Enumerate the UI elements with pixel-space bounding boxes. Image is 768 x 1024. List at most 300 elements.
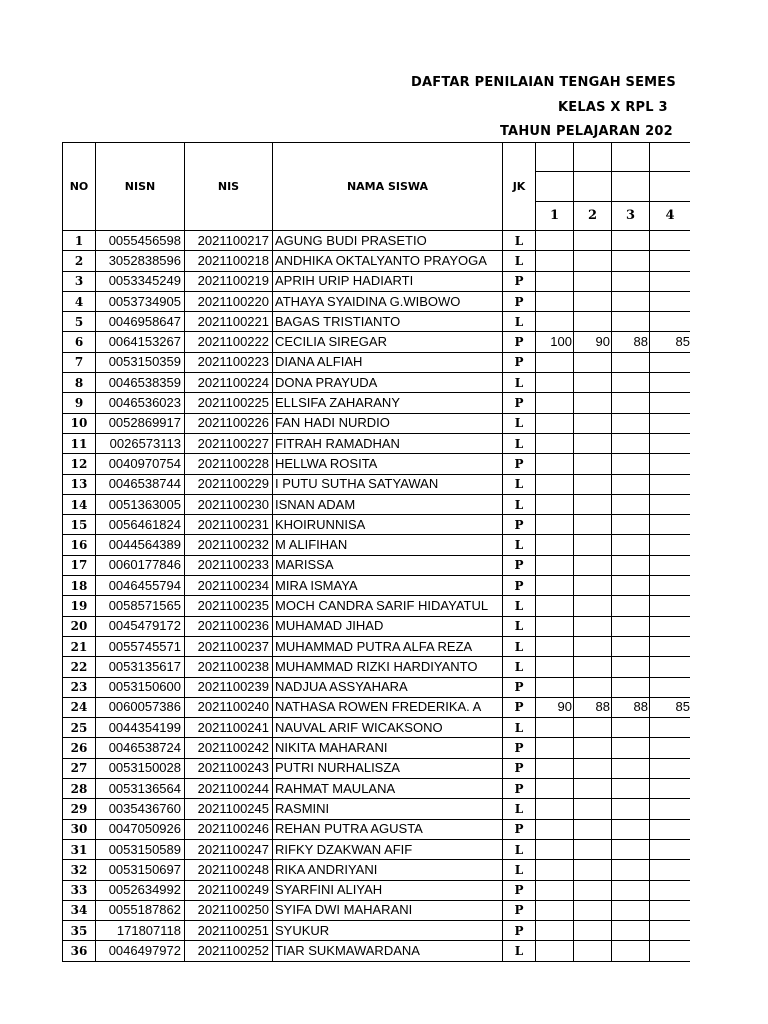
student-name-cell[interactable]: APRIH URIP HADIARTI [273, 271, 503, 291]
score-cell-3[interactable]: 88 [612, 697, 650, 717]
student-name-cell[interactable]: MUHAMMAD RIZKI HARDIYANTO [273, 657, 503, 677]
gender-cell[interactable]: P [503, 291, 536, 311]
gender-cell[interactable]: P [503, 779, 536, 799]
gender-cell[interactable]: P [503, 880, 536, 900]
score-cell-2[interactable] [574, 677, 612, 697]
score-cell-3[interactable] [612, 738, 650, 758]
student-name-cell[interactable]: CECILIA SIREGAR [273, 332, 503, 352]
score-cell-1[interactable] [536, 413, 574, 433]
student-name-cell[interactable]: NATHASA ROWEN FREDERIKA. A [273, 697, 503, 717]
score-cell-2[interactable] [574, 718, 612, 738]
gender-cell[interactable]: P [503, 758, 536, 778]
score-cell-3[interactable]: 88 [612, 332, 650, 352]
nis-cell[interactable]: 2021100221 [185, 312, 273, 332]
score-cell-2[interactable] [574, 515, 612, 535]
student-name-cell[interactable]: MARISSA [273, 555, 503, 575]
student-name-cell[interactable]: PUTRI NURHALISZA [273, 758, 503, 778]
score-cell-1[interactable] [536, 718, 574, 738]
gender-cell[interactable]: P [503, 271, 536, 291]
nisn-cell[interactable]: 0051363005 [96, 494, 185, 514]
score-cell-3[interactable] [612, 616, 650, 636]
score-cell-2[interactable] [574, 555, 612, 575]
nis-cell[interactable]: 2021100223 [185, 352, 273, 372]
nis-cell[interactable]: 2021100233 [185, 555, 273, 575]
score-cell-2[interactable] [574, 494, 612, 514]
gender-cell[interactable]: P [503, 555, 536, 575]
score-cell-1[interactable] [536, 657, 574, 677]
nis-cell[interactable]: 2021100251 [185, 921, 273, 941]
row-number[interactable]: 14 [63, 494, 96, 514]
score-cell-1[interactable] [536, 596, 574, 616]
score-cell-3[interactable] [612, 515, 650, 535]
score-cell-2[interactable] [574, 839, 612, 859]
gender-cell[interactable]: L [503, 251, 536, 271]
score-cell-4[interactable] [650, 251, 691, 271]
score-cell-2[interactable] [574, 291, 612, 311]
nis-cell[interactable]: 2021100228 [185, 454, 273, 474]
nisn-cell[interactable]: 0046538724 [96, 738, 185, 758]
score-cell-4[interactable] [650, 616, 691, 636]
student-name-cell[interactable]: DIANA ALFIAH [273, 352, 503, 372]
student-name-cell[interactable]: TIAR SUKMAWARDANA [273, 941, 503, 961]
nisn-cell[interactable]: 0045479172 [96, 616, 185, 636]
nisn-cell[interactable]: 0046538744 [96, 474, 185, 494]
score-cell-1[interactable] [536, 433, 574, 453]
score-cell-1[interactable] [536, 393, 574, 413]
score-cell-2[interactable] [574, 454, 612, 474]
score-cell-3[interactable] [612, 819, 650, 839]
gender-cell[interactable]: L [503, 860, 536, 880]
nis-cell[interactable]: 2021100227 [185, 433, 273, 453]
nisn-cell[interactable]: 0053135617 [96, 657, 185, 677]
nisn-cell[interactable]: 0046538359 [96, 373, 185, 393]
nisn-cell[interactable]: 0035436760 [96, 799, 185, 819]
score-cell-3[interactable] [612, 535, 650, 555]
gender-cell[interactable]: L [503, 494, 536, 514]
student-name-cell[interactable]: AGUNG BUDI PRASETIO [273, 231, 503, 251]
row-number[interactable]: 33 [63, 880, 96, 900]
gender-cell[interactable]: L [503, 373, 536, 393]
nis-cell[interactable]: 2021100217 [185, 231, 273, 251]
score-cell-1[interactable] [536, 352, 574, 372]
score-cell-2[interactable] [574, 860, 612, 880]
score-cell-1[interactable] [536, 616, 574, 636]
score-cell-4[interactable] [650, 474, 691, 494]
score-cell-4[interactable] [650, 921, 691, 941]
student-name-cell[interactable]: NADJUA ASSYAHARA [273, 677, 503, 697]
row-number[interactable]: 30 [63, 819, 96, 839]
student-name-cell[interactable]: RIFKY DZAKWAN AFIF [273, 839, 503, 859]
row-number[interactable]: 2 [63, 251, 96, 271]
nisn-cell[interactable]: 0053150028 [96, 758, 185, 778]
score-cell-3[interactable] [612, 779, 650, 799]
score-cell-1[interactable] [536, 880, 574, 900]
nisn-cell[interactable]: 0053150697 [96, 860, 185, 880]
row-number[interactable]: 10 [63, 413, 96, 433]
nis-cell[interactable]: 2021100218 [185, 251, 273, 271]
gender-cell[interactable]: P [503, 900, 536, 920]
gender-cell[interactable]: P [503, 921, 536, 941]
score-cell-1[interactable] [536, 576, 574, 596]
student-name-cell[interactable]: NIKITA MAHARANI [273, 738, 503, 758]
gender-cell[interactable]: L [503, 636, 536, 656]
gender-cell[interactable]: L [503, 839, 536, 859]
student-name-cell[interactable]: DONA PRAYUDA [273, 373, 503, 393]
nis-cell[interactable]: 2021100248 [185, 860, 273, 880]
nis-cell[interactable]: 2021100249 [185, 880, 273, 900]
score-cell-4[interactable] [650, 291, 691, 311]
score-cell-4[interactable] [650, 819, 691, 839]
score-cell-2[interactable] [574, 900, 612, 920]
nis-cell[interactable]: 2021100244 [185, 779, 273, 799]
nisn-cell[interactable]: 0046497972 [96, 941, 185, 961]
score-header-cell[interactable] [574, 143, 612, 172]
row-number[interactable]: 13 [63, 474, 96, 494]
score-cell-2[interactable] [574, 819, 612, 839]
nis-cell[interactable]: 2021100220 [185, 291, 273, 311]
score-cell-4[interactable] [650, 271, 691, 291]
nisn-cell[interactable]: 0046536023 [96, 393, 185, 413]
row-number[interactable]: 7 [63, 352, 96, 372]
score-cell-4[interactable] [650, 433, 691, 453]
nisn-cell[interactable]: 0040970754 [96, 454, 185, 474]
score-cell-3[interactable] [612, 596, 650, 616]
score-cell-1[interactable] [536, 474, 574, 494]
score-cell-1[interactable] [536, 738, 574, 758]
student-name-cell[interactable]: I PUTU SUTHA SATYAWAN [273, 474, 503, 494]
score-cell-1[interactable] [536, 839, 574, 859]
nisn-cell[interactable]: 0055745571 [96, 636, 185, 656]
student-name-cell[interactable]: SYARFINI ALIYAH [273, 880, 503, 900]
nisn-cell[interactable]: 3052838596 [96, 251, 185, 271]
score-cell-4[interactable] [650, 738, 691, 758]
nisn-cell[interactable]: 0053136564 [96, 779, 185, 799]
student-name-cell[interactable]: REHAN PUTRA AGUSTA [273, 819, 503, 839]
score-cell-1[interactable] [536, 312, 574, 332]
gender-cell[interactable]: P [503, 352, 536, 372]
score-cell-1[interactable]: 90 [536, 697, 574, 717]
score-cell-4[interactable] [650, 494, 691, 514]
score-header-cell[interactable] [650, 143, 691, 172]
score-cell-1[interactable] [536, 555, 574, 575]
student-name-cell[interactable]: SYUKUR [273, 921, 503, 941]
row-number[interactable]: 15 [63, 515, 96, 535]
score-cell-1[interactable]: 100 [536, 332, 574, 352]
score-cell-1[interactable] [536, 921, 574, 941]
score-cell-2[interactable] [574, 271, 612, 291]
gender-cell[interactable]: L [503, 616, 536, 636]
nis-cell[interactable]: 2021100224 [185, 373, 273, 393]
score-cell-2[interactable] [574, 657, 612, 677]
score-cell-4[interactable] [650, 677, 691, 697]
student-name-cell[interactable]: RIKA ANDRIYANI [273, 860, 503, 880]
score-cell-3[interactable] [612, 231, 650, 251]
gender-cell[interactable]: L [503, 799, 536, 819]
score-cell-2[interactable] [574, 758, 612, 778]
nis-cell[interactable]: 2021100252 [185, 941, 273, 961]
score-cell-3[interactable] [612, 758, 650, 778]
score-header-cell[interactable] [612, 143, 650, 172]
score-cell-2[interactable] [574, 474, 612, 494]
score-cell-1[interactable] [536, 636, 574, 656]
row-number[interactable]: 8 [63, 373, 96, 393]
gender-cell[interactable]: P [503, 819, 536, 839]
score-cell-2[interactable] [574, 251, 612, 271]
score-cell-1[interactable] [536, 900, 574, 920]
nis-cell[interactable]: 2021100231 [185, 515, 273, 535]
score-cell-3[interactable] [612, 393, 650, 413]
score-cell-3[interactable] [612, 839, 650, 859]
row-number[interactable]: 6 [63, 332, 96, 352]
student-name-cell[interactable]: MIRA ISMAYA [273, 576, 503, 596]
score-cell-3[interactable] [612, 413, 650, 433]
score-cell-3[interactable] [612, 860, 650, 880]
nis-cell[interactable]: 2021100219 [185, 271, 273, 291]
score-header-cell[interactable] [612, 172, 650, 202]
student-name-cell[interactable]: ELLSIFA ZAHARANY [273, 393, 503, 413]
row-number[interactable]: 24 [63, 697, 96, 717]
score-cell-1[interactable] [536, 779, 574, 799]
score-cell-1[interactable] [536, 494, 574, 514]
score-cell-2[interactable] [574, 941, 612, 961]
gender-cell[interactable]: L [503, 941, 536, 961]
score-cell-4[interactable] [650, 231, 691, 251]
score-cell-3[interactable] [612, 900, 650, 920]
score-cell-4[interactable]: 85 [650, 697, 691, 717]
nisn-cell[interactable]: 0026573113 [96, 433, 185, 453]
nisn-cell[interactable]: 0060057386 [96, 697, 185, 717]
nisn-cell[interactable]: 0046455794 [96, 576, 185, 596]
score-cell-1[interactable] [536, 799, 574, 819]
score-cell-2[interactable] [574, 596, 612, 616]
student-name-cell[interactable]: M ALIFIHAN [273, 535, 503, 555]
nisn-cell[interactable]: 0053150359 [96, 352, 185, 372]
nisn-cell[interactable]: 0053345249 [96, 271, 185, 291]
score-cell-3[interactable] [612, 352, 650, 372]
student-name-cell[interactable]: MUHAMAD JIHAD [273, 616, 503, 636]
row-number[interactable]: 22 [63, 657, 96, 677]
score-cell-3[interactable] [612, 312, 650, 332]
row-number[interactable]: 9 [63, 393, 96, 413]
score-cell-4[interactable] [650, 454, 691, 474]
score-header-cell[interactable] [536, 143, 574, 172]
student-name-cell[interactable]: MUHAMMAD PUTRA ALFA REZA [273, 636, 503, 656]
nis-cell[interactable]: 2021100238 [185, 657, 273, 677]
nis-cell[interactable]: 2021100245 [185, 799, 273, 819]
score-cell-2[interactable] [574, 779, 612, 799]
nis-cell[interactable]: 2021100225 [185, 393, 273, 413]
score-cell-3[interactable] [612, 576, 650, 596]
nisn-cell[interactable]: 0046958647 [96, 312, 185, 332]
nis-cell[interactable]: 2021100235 [185, 596, 273, 616]
score-cell-3[interactable] [612, 251, 650, 271]
score-cell-4[interactable] [650, 535, 691, 555]
score-cell-4[interactable] [650, 515, 691, 535]
score-cell-1[interactable] [536, 535, 574, 555]
score-cell-1[interactable] [536, 758, 574, 778]
score-cell-2[interactable] [574, 616, 612, 636]
row-number[interactable]: 4 [63, 291, 96, 311]
row-number[interactable]: 18 [63, 576, 96, 596]
score-cell-1[interactable] [536, 819, 574, 839]
score-cell-3[interactable] [612, 433, 650, 453]
row-number[interactable]: 36 [63, 941, 96, 961]
nis-cell[interactable]: 2021100247 [185, 839, 273, 859]
row-number[interactable]: 11 [63, 433, 96, 453]
nis-cell[interactable]: 2021100250 [185, 900, 273, 920]
score-cell-1[interactable] [536, 941, 574, 961]
nisn-cell[interactable]: 0060177846 [96, 555, 185, 575]
score-cell-2[interactable] [574, 576, 612, 596]
nis-cell[interactable]: 2021100239 [185, 677, 273, 697]
score-cell-4[interactable] [650, 941, 691, 961]
student-name-cell[interactable]: SYIFA DWI MAHARANI [273, 900, 503, 920]
score-header-cell[interactable] [536, 172, 574, 202]
score-cell-3[interactable] [612, 494, 650, 514]
score-cell-1[interactable] [536, 515, 574, 535]
score-cell-2[interactable] [574, 799, 612, 819]
score-cell-2[interactable] [574, 738, 612, 758]
gender-cell[interactable]: L [503, 413, 536, 433]
score-cell-4[interactable] [650, 373, 691, 393]
score-header-cell[interactable] [574, 172, 612, 202]
nisn-cell[interactable]: 0064153267 [96, 332, 185, 352]
score-cell-2[interactable] [574, 393, 612, 413]
nisn-cell[interactable]: 0055187862 [96, 900, 185, 920]
score-cell-4[interactable] [650, 860, 691, 880]
score-cell-3[interactable] [612, 677, 650, 697]
gender-cell[interactable]: P [503, 576, 536, 596]
score-cell-3[interactable] [612, 555, 650, 575]
score-cell-4[interactable] [650, 312, 691, 332]
score-header-cell[interactable] [650, 172, 691, 202]
gender-cell[interactable]: P [503, 332, 536, 352]
score-cell-3[interactable] [612, 880, 650, 900]
gender-cell[interactable]: L [503, 718, 536, 738]
score-cell-2[interactable] [574, 433, 612, 453]
score-cell-2[interactable]: 88 [574, 697, 612, 717]
gender-cell[interactable]: P [503, 393, 536, 413]
nis-cell[interactable]: 2021100232 [185, 535, 273, 555]
nis-cell[interactable]: 2021100243 [185, 758, 273, 778]
score-cell-3[interactable] [612, 271, 650, 291]
row-number[interactable]: 29 [63, 799, 96, 819]
score-cell-1[interactable] [536, 291, 574, 311]
gender-cell[interactable]: P [503, 697, 536, 717]
score-cell-1[interactable] [536, 677, 574, 697]
score-cell-4[interactable] [650, 758, 691, 778]
row-number[interactable]: 25 [63, 718, 96, 738]
score-cell-2[interactable]: 90 [574, 332, 612, 352]
score-cell-3[interactable] [612, 291, 650, 311]
score-cell-2[interactable] [574, 373, 612, 393]
score-cell-4[interactable] [650, 779, 691, 799]
score-cell-3[interactable] [612, 718, 650, 738]
gender-cell[interactable]: P [503, 738, 536, 758]
score-cell-4[interactable] [650, 839, 691, 859]
row-number[interactable]: 32 [63, 860, 96, 880]
gender-cell[interactable]: L [503, 474, 536, 494]
score-cell-2[interactable] [574, 880, 612, 900]
score-cell-3[interactable] [612, 941, 650, 961]
row-number[interactable]: 34 [63, 900, 96, 920]
score-cell-2[interactable] [574, 535, 612, 555]
row-number[interactable]: 1 [63, 231, 96, 251]
gender-cell[interactable]: L [503, 231, 536, 251]
student-name-cell[interactable]: FITRAH RAMADHAN [273, 433, 503, 453]
score-cell-4[interactable] [650, 718, 691, 738]
gender-cell[interactable]: P [503, 454, 536, 474]
row-number[interactable]: 5 [63, 312, 96, 332]
score-cell-4[interactable] [650, 657, 691, 677]
score-cell-1[interactable] [536, 860, 574, 880]
student-name-cell[interactable]: BAGAS TRISTIANTO [273, 312, 503, 332]
student-name-cell[interactable]: KHOIRUNNISA [273, 515, 503, 535]
student-name-cell[interactable]: RASMINI [273, 799, 503, 819]
row-number[interactable]: 27 [63, 758, 96, 778]
score-cell-4[interactable] [650, 555, 691, 575]
gender-cell[interactable]: P [503, 677, 536, 697]
score-cell-3[interactable] [612, 474, 650, 494]
row-number[interactable]: 19 [63, 596, 96, 616]
row-number[interactable]: 35 [63, 921, 96, 941]
gender-cell[interactable]: L [503, 312, 536, 332]
score-cell-1[interactable] [536, 271, 574, 291]
nisn-cell[interactable]: 0058571565 [96, 596, 185, 616]
score-cell-2[interactable] [574, 312, 612, 332]
score-cell-3[interactable] [612, 373, 650, 393]
row-number[interactable]: 23 [63, 677, 96, 697]
row-number[interactable]: 26 [63, 738, 96, 758]
score-cell-4[interactable] [650, 596, 691, 616]
nisn-cell[interactable]: 0044354199 [96, 718, 185, 738]
nisn-cell[interactable]: 0044564389 [96, 535, 185, 555]
gender-cell[interactable]: L [503, 535, 536, 555]
score-cell-4[interactable] [650, 393, 691, 413]
gender-cell[interactable]: P [503, 515, 536, 535]
score-cell-2[interactable] [574, 413, 612, 433]
nis-cell[interactable]: 2021100236 [185, 616, 273, 636]
score-cell-4[interactable] [650, 352, 691, 372]
nisn-cell[interactable]: 0053150600 [96, 677, 185, 697]
score-cell-2[interactable] [574, 636, 612, 656]
score-cell-2[interactable] [574, 231, 612, 251]
score-cell-3[interactable] [612, 799, 650, 819]
score-cell-3[interactable] [612, 454, 650, 474]
nisn-cell[interactable]: 0047050926 [96, 819, 185, 839]
nis-cell[interactable]: 2021100237 [185, 636, 273, 656]
student-name-cell[interactable]: ANDHIKA OKTALYANTO PRAYOGA [273, 251, 503, 271]
score-cell-4[interactable]: 85 [650, 332, 691, 352]
student-name-cell[interactable]: MOCH CANDRA SARIF HIDAYATUL [273, 596, 503, 616]
score-cell-1[interactable] [536, 231, 574, 251]
score-cell-1[interactable] [536, 454, 574, 474]
nis-cell[interactable]: 2021100222 [185, 332, 273, 352]
score-cell-3[interactable] [612, 921, 650, 941]
score-cell-1[interactable] [536, 251, 574, 271]
score-cell-3[interactable] [612, 636, 650, 656]
row-number[interactable]: 3 [63, 271, 96, 291]
nis-cell[interactable]: 2021100241 [185, 718, 273, 738]
row-number[interactable]: 31 [63, 839, 96, 859]
student-name-cell[interactable]: RAHMAT MAULANA [273, 779, 503, 799]
student-name-cell[interactable]: HELLWA ROSITA [273, 454, 503, 474]
row-number[interactable]: 16 [63, 535, 96, 555]
gender-cell[interactable]: L [503, 596, 536, 616]
nis-cell[interactable]: 2021100234 [185, 576, 273, 596]
student-name-cell[interactable]: FAN HADI NURDIO [273, 413, 503, 433]
row-number[interactable]: 21 [63, 636, 96, 656]
